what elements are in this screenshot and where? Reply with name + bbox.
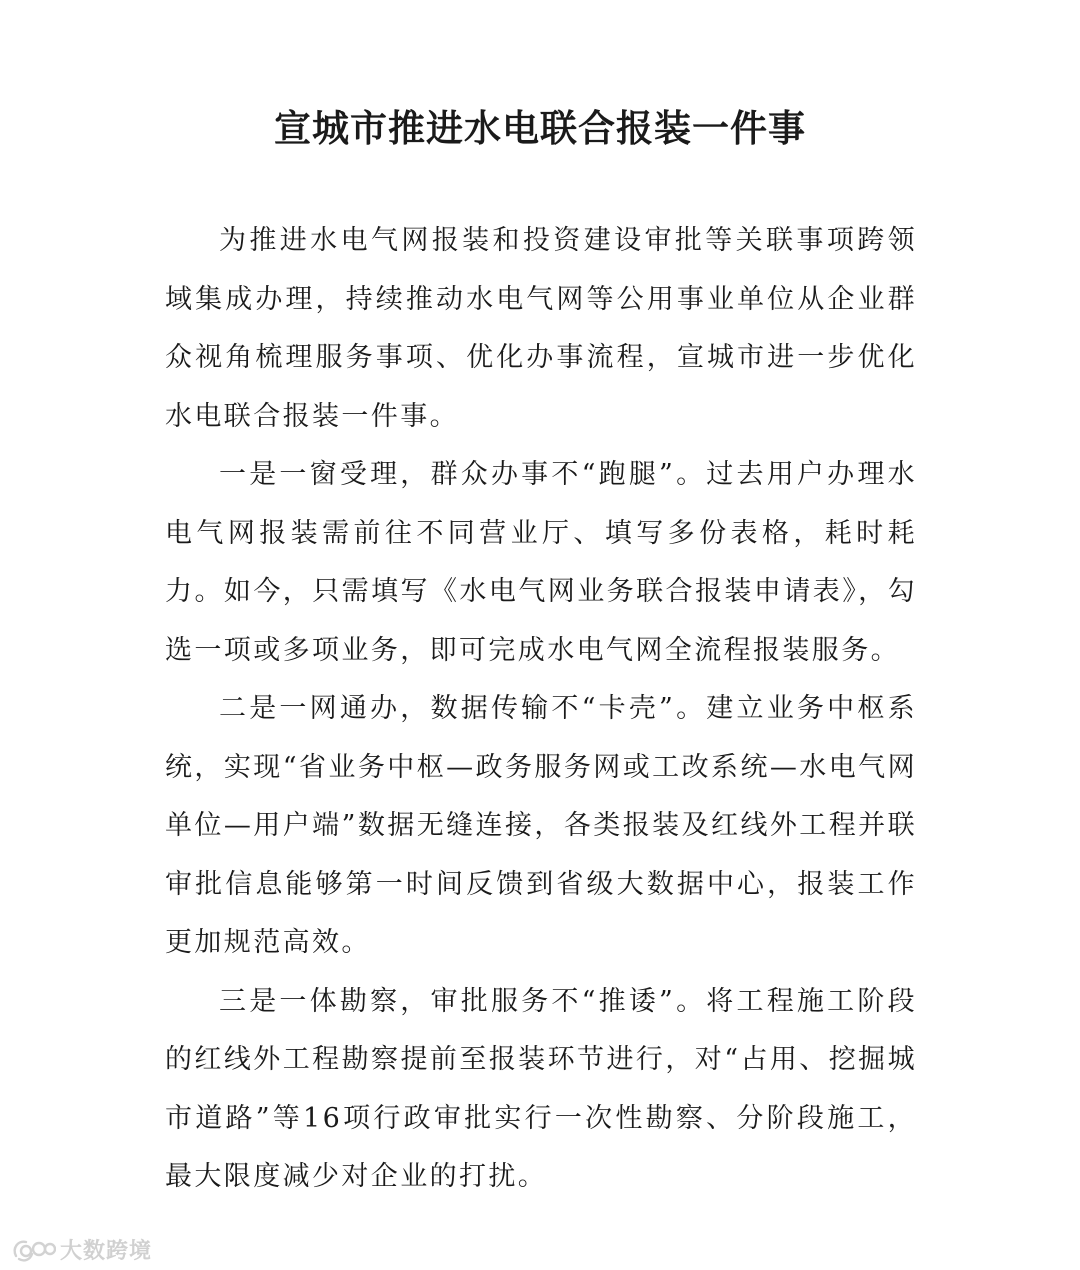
paragraph-intro: 为推进水电气网报装和投资建设审批等关联事项跨领域集成办理，持续推动水电气网等公用事业单位从企业群众视角梳理服务事项、优化办事流程，宣城市进一步优化水电联合报装一件事。	[165, 225, 917, 432]
document-title: 宣城市推进水电联合报装一件事	[274, 106, 806, 150]
document-body	[165, 212, 917, 1207]
paragraph-point-one: 一是一窗受理，群众办事不“跑腿”。过去用户办理水电气网报装需前往不同营业厅、填写多份表格，耗时耗力。如今，只需填写《水电气网业务联合报装申请表》，勾选一项或多项业务，即可完成水电气网全流程报装服务。	[165, 459, 917, 666]
paragraph-point-three: 三是一体勘察，审批服务不“推诿”。将工程施工阶段的红线外工程勘察提前至报装环节进行，对“占用、挖掘城市道路”等16项行政审批实行一次性勘察、分阶段施工，最大限度减少对企业的打扰。	[165, 985, 917, 1192]
paragraph-point-two: 二是一网通办，数据传输不“卡壳”。建立业务中枢系统，实现“省业务中枢—政务服务网或工改系统—水电气网单位—用户端”数据无缝连接，各类报装及红线外工程并联审批信息能够第一时间反馈到省级大数据中心，报装工作更加规范高效。	[165, 693, 917, 958]
watermark-text: 大数跨境	[60, 1238, 153, 1264]
weibo-logo-icon	[10, 1234, 56, 1264]
watermark	[10, 1232, 152, 1266]
